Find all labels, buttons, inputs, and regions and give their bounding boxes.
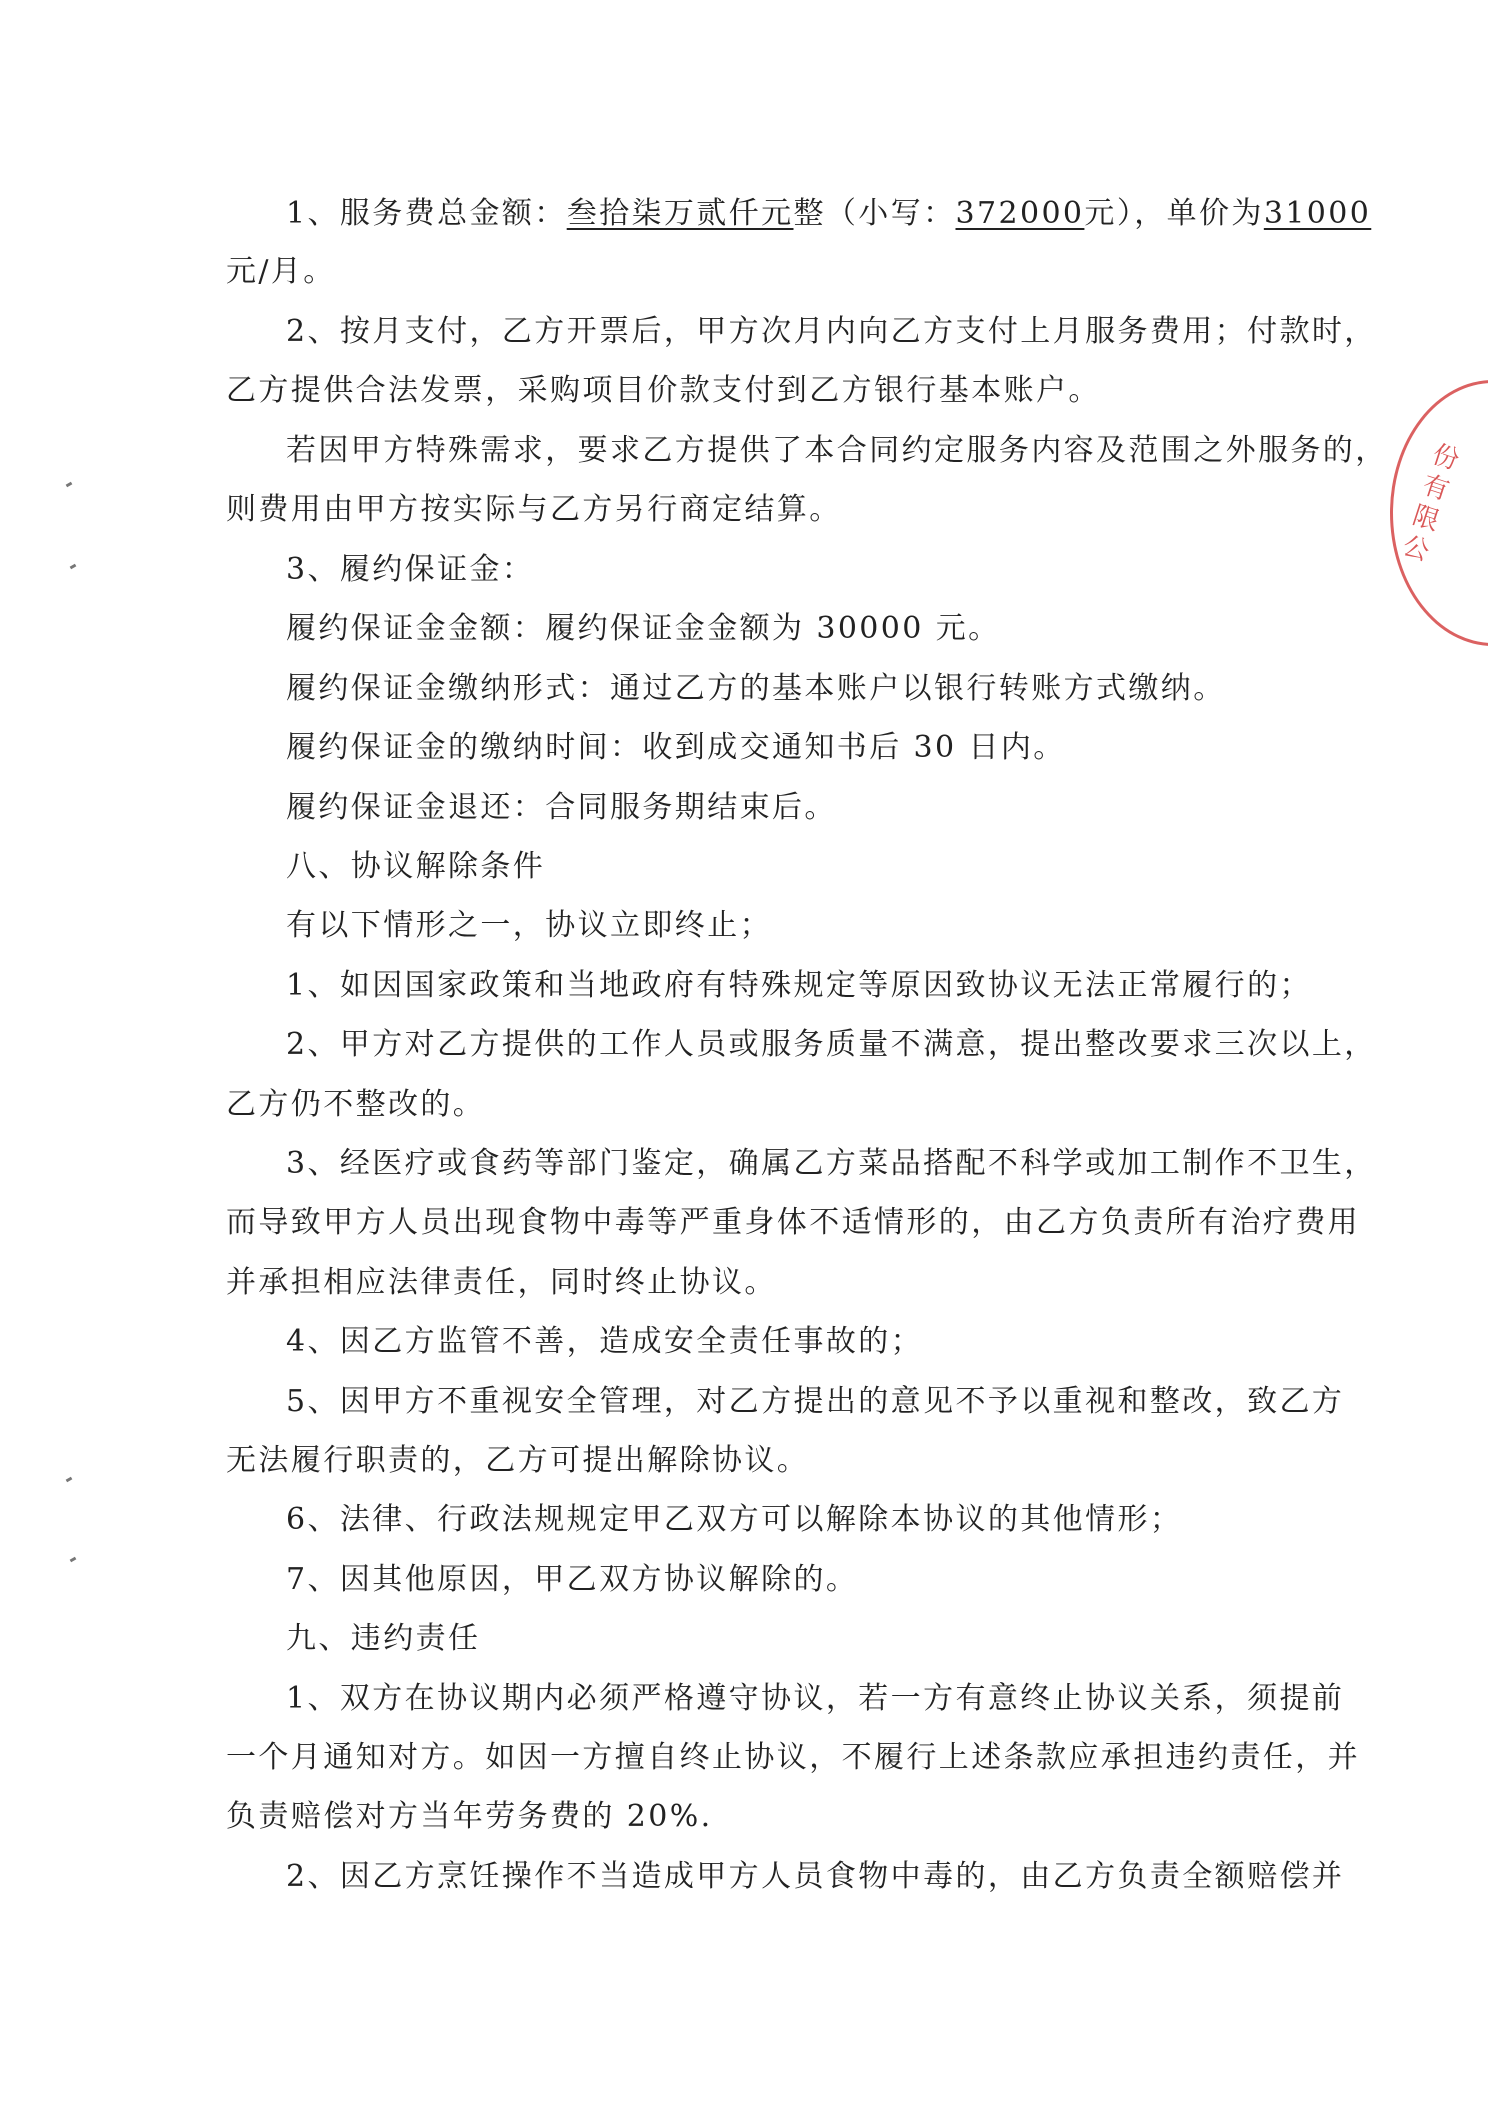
paragraph-line: 1、如因国家政策和当地政府有特殊规定等原因致协议无法正常履行的； (286, 968, 1312, 1003)
paragraph-line: 5、因甲方不重视安全管理，对乙方提出的意见不予以重视和整改，致乙方 (286, 1384, 1345, 1419)
section-heading: 3、履约保证金： (286, 552, 535, 587)
scan-mark (70, 1557, 77, 1563)
fee-middle-2: 元），单价为 (1084, 196, 1264, 231)
paragraph-line: 乙方仍不整改的。 (226, 1087, 486, 1122)
paragraph-line: 履约保证金缴纳形式：通过乙方的基本账户以银行转账方式缴纳。 (286, 671, 1226, 706)
fee-prefix: 1、服务费总金额： (286, 196, 567, 231)
fee-amount-digits: 372000 (955, 196, 1085, 231)
paragraph-line: 有以下情形之一，协议立即终止； (286, 908, 772, 943)
fee-amount-words: 叁拾柒万贰仟元 (566, 196, 794, 231)
paragraph-line: 2、甲方对乙方提供的工作人员或服务质量不满意，提出整改要求三次以上， (286, 1027, 1377, 1062)
paragraph-line: 1、双方在协议期内必须严格遵守协议，若一方有意终止协议关系，须提前 (286, 1681, 1345, 1716)
seal-stamp-text: 份有限公 (1393, 438, 1463, 570)
fee-unit-price: 31000 (1263, 196, 1372, 231)
scan-mark (66, 1477, 73, 1483)
paragraph-line: 4、因乙方监管不善，造成安全责任事故的； (286, 1324, 924, 1359)
paragraph-line: 乙方提供合法发票，采购项目价款支付到乙方银行基本账户。 (226, 373, 1101, 408)
scan-mark (66, 482, 73, 488)
paragraph-line: 2、因乙方烹饪操作不当造成甲方人员食物中毒的，由乙方负责全额赔偿并 (286, 1859, 1345, 1894)
paragraph-line: 2、按月支付，乙方开票后，甲方次月内向乙方支付上月服务费用；付款时， (286, 314, 1377, 349)
paragraph-line: 并承担相应法律责任，同时终止协议。 (226, 1265, 777, 1300)
paragraph-line: 履约保证金金额：履约保证金金额为 30000 元。 (286, 611, 1001, 646)
paragraph-line: 负责赔偿对方当年劳务费的 20%. (226, 1799, 713, 1834)
paragraph-line: 履约保证金退还：合同服务期结束后。 (286, 790, 837, 825)
section-heading: 九、违约责任 (286, 1621, 481, 1656)
scan-mark (70, 564, 77, 570)
section-heading: 八、协议解除条件 (286, 849, 546, 884)
paragraph-line: 而导致甲方人员出现食物中毒等严重身体不适情形的，由乙方负责所有治疗费用 (226, 1205, 1360, 1240)
fee-middle-1: 整（小写： (793, 196, 956, 231)
paragraph-line: 履约保证金的缴纳时间：收到成交通知书后 30 日内。 (286, 730, 1066, 765)
fee-line-2: 元/月。 (226, 254, 336, 289)
paragraph-line: 一个月通知对方。如因一方擅自终止协议，不履行上述条款应承担违约责任，并 (226, 1740, 1360, 1775)
fee-line (286, 194, 1372, 234)
paragraph-line: 则费用由甲方按实际与乙方另行商定结算。 (226, 492, 842, 527)
paragraph-line: 3、经医疗或食药等部门鉴定，确属乙方菜品搭配不科学或加工制作不卫生， (286, 1146, 1377, 1181)
paragraph-line: 7、因其他原因，甲乙双方协议解除的。 (286, 1562, 859, 1597)
paragraph-line: 6、法律、行政法规规定甲乙双方可以解除本协议的其他情形； (286, 1502, 1183, 1537)
paragraph-line: 无法履行职责的，乙方可提出解除协议。 (226, 1443, 810, 1478)
paragraph-line: 若因甲方特殊需求，要求乙方提供了本合同约定服务内容及范围之外服务的， (286, 433, 1388, 468)
